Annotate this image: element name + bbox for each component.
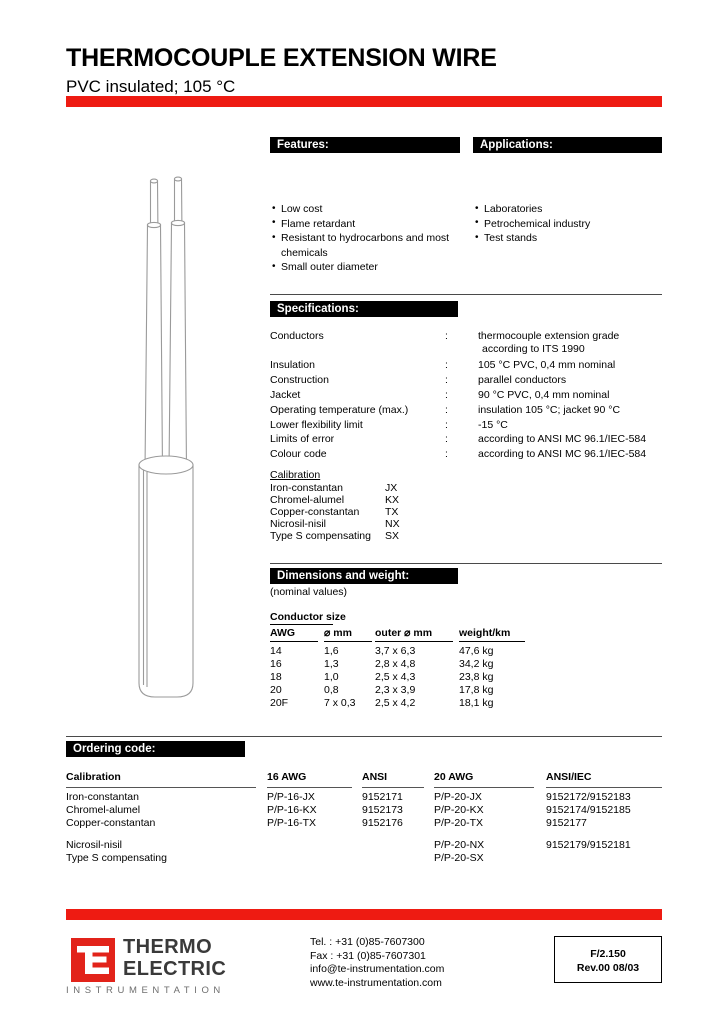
cell-calibration: Iron-constantan <box>66 791 139 803</box>
cell-calibration: Type S compensating <box>66 852 167 864</box>
spec-label: Conductors <box>270 330 324 342</box>
cell-16awg: P/P-16-JX <box>267 791 315 803</box>
cell-ansiiec: 9152172/9152183 <box>546 791 631 803</box>
list-item <box>272 217 457 231</box>
cell-calibration: Copper-constantan <box>66 817 156 829</box>
spec-value: 105 °C PVC, 0,4 mm nominal <box>478 359 616 371</box>
cell-16awg: P/P-16-KX <box>267 804 317 816</box>
dimensions-heading: Dimensions and weight: <box>270 568 458 584</box>
cell-awg: 18 <box>270 671 282 683</box>
spec-separator: : <box>445 448 448 460</box>
spec-separator: : <box>445 359 448 371</box>
cable-illustration <box>120 165 220 715</box>
ordering-column-calibration: Calibration <box>66 771 121 783</box>
document-reference-box <box>554 936 662 983</box>
specifications-heading: Specifications: <box>270 301 458 317</box>
cell-20awg: P/P-20-NX <box>434 839 485 851</box>
cell-awg: 20F <box>270 697 289 709</box>
cell-calibration: Chromel-alumel <box>66 804 141 816</box>
document-revision: Rev.00 08/03 <box>576 962 640 974</box>
cell-diameter: 1,3 <box>324 658 339 670</box>
cell-awg: 14 <box>270 645 282 657</box>
calibration-heading: Calibration <box>270 469 321 481</box>
cell-outer-diameter: 2,8 x 4,8 <box>375 658 416 670</box>
dimensions-column-outer-diameter: outer ⌀ mm <box>375 627 433 639</box>
header-accent-bar <box>66 96 662 107</box>
cell-ansi: 9152173 <box>362 804 403 816</box>
cell-20awg: P/P-20-TX <box>434 817 484 829</box>
spec-value: 90 °C PVC, 0,4 mm nominal <box>478 389 610 401</box>
applications-heading: Applications: <box>473 137 662 153</box>
ordering-header-underline <box>267 787 352 788</box>
cell-awg: 20 <box>270 684 282 696</box>
spec-value: insulation 105 °C; jacket 90 °C <box>478 404 621 416</box>
footer-accent-bar <box>66 909 662 920</box>
dimensions-rule <box>270 563 662 564</box>
cell-ansiiec: 9152177 <box>546 817 587 829</box>
cell-diameter: 1,0 <box>324 671 339 683</box>
dimensions-header-underline <box>324 641 372 642</box>
spec-separator: : <box>445 419 448 431</box>
cell-ansi: 9152171 <box>362 791 403 803</box>
contact-website[interactable]: www.te-instrumentation.com <box>310 976 442 989</box>
document-code: F/2.150 <box>590 948 626 960</box>
contact-block <box>310 936 444 990</box>
cell-20awg: P/P-20-SX <box>434 852 484 864</box>
list-item <box>272 202 457 216</box>
ordering-header-underline <box>66 787 256 788</box>
cell-weight: 34,2 kg <box>459 658 494 670</box>
ordering-heading: Ordering code: <box>66 741 245 757</box>
specifications-rule <box>270 294 662 295</box>
feature-label: Flame retardant <box>281 217 356 230</box>
list-item <box>272 231 457 259</box>
spec-separator: : <box>445 433 448 445</box>
cell-outer-diameter: 2,5 x 4,2 <box>375 697 416 709</box>
spec-label: Insulation <box>270 359 315 371</box>
spec-value: thermocouple extension grade <box>478 330 620 342</box>
applications-list <box>475 202 660 246</box>
spec-separator: : <box>445 389 448 401</box>
cell-outer-diameter: 2,3 x 3,9 <box>375 684 416 696</box>
ordering-column-20awg: 20 AWG <box>434 771 474 783</box>
cell-awg: 16 <box>270 658 282 670</box>
spec-value: -15 °C <box>478 419 508 431</box>
cell-16awg: P/P-16-TX <box>267 817 317 829</box>
spec-value-continued: according to ITS 1990 <box>482 343 585 355</box>
dimensions-header-underline <box>375 641 453 642</box>
cell-ansi: 9152176 <box>362 817 403 829</box>
conductor-size-underline <box>270 624 333 625</box>
spec-separator: : <box>445 404 448 416</box>
contact-fax: Fax : +31 (0)85-7607301 <box>310 949 426 962</box>
dimensions-note: (nominal values) <box>270 586 348 598</box>
application-label: Laboratories <box>484 203 543 215</box>
spec-label: Limits of error <box>270 433 335 445</box>
page-title: THERMOCOUPLE EXTENSION WIRE <box>66 44 497 72</box>
ordering-column-ansi: ANSI <box>362 771 388 783</box>
cell-diameter: 7 x 0,3 <box>324 697 356 709</box>
ordering-header-underline <box>362 787 424 788</box>
te-logo-icon <box>71 938 115 982</box>
spec-label: Operating temperature (max.) <box>270 404 409 416</box>
dimensions-header-underline <box>459 641 525 642</box>
spec-value: parallel conductors <box>478 374 567 386</box>
cell-weight: 23,8 kg <box>459 671 494 683</box>
spec-value: according to ANSI MC 96.1/IEC-584 <box>478 433 647 445</box>
list-item <box>272 260 457 274</box>
calibration-code: TX <box>385 506 399 518</box>
contact-tel: Tel. : +31 (0)85-7607300 <box>310 936 425 948</box>
ordering-header-underline <box>434 787 534 788</box>
application-label: Test stands <box>484 232 538 245</box>
spec-label: Construction <box>270 374 329 386</box>
contact-email[interactable]: info@te-instrumentation.com <box>310 963 445 976</box>
list-item <box>475 231 660 245</box>
features-heading: Features: <box>270 137 460 153</box>
dimensions-column-awg: AWG <box>270 627 296 639</box>
conductor-size-label: Conductor size <box>270 611 346 623</box>
feature-label: Small outer diameter <box>281 261 378 274</box>
dimensions-column-weight: weight/km <box>459 627 511 639</box>
spec-separator: : <box>445 374 448 386</box>
calibration-name: Type S compensating <box>270 530 371 542</box>
calibration-name: Nicrosil-nisil <box>270 518 327 530</box>
dimensions-column-diameter: ⌀ mm <box>324 627 352 639</box>
ordering-column-16awg: 16 AWG <box>267 771 307 783</box>
logo-text-electric: ELECTRIC <box>123 958 227 980</box>
cell-20awg: P/P-20-JX <box>434 791 482 803</box>
calibration-name: Copper-constantan <box>270 506 360 518</box>
calibration-code: KX <box>385 494 400 506</box>
calibration-code: JX <box>385 482 398 494</box>
feature-label: Resistant to hydrocarbons and most chemicals <box>281 232 450 259</box>
spec-value: according to ANSI MC 96.1/IEC-584 <box>478 448 647 460</box>
cell-calibration: Nicrosil-nisil <box>66 839 123 851</box>
calibration-name: Iron-constantan <box>270 482 343 494</box>
features-list <box>272 202 457 275</box>
spec-label: Lower flexibility limit <box>270 419 363 431</box>
spec-label: Jacket <box>270 389 301 401</box>
calibration-code: NX <box>385 518 400 530</box>
application-label: Petrochemical industry <box>484 217 591 230</box>
logo-text-thermo: THERMO <box>123 936 213 958</box>
ordering-rule <box>66 736 662 737</box>
list-item <box>475 217 660 231</box>
cell-weight: 47,6 kg <box>459 645 494 657</box>
cell-diameter: 1,6 <box>324 645 339 657</box>
ordering-column-ansiiec: ANSI/IEC <box>546 771 592 783</box>
cell-diameter: 0,8 <box>324 684 339 696</box>
calibration-name: Chromel-alumel <box>270 494 345 506</box>
cell-outer-diameter: 3,7 x 6,3 <box>375 645 416 657</box>
cell-20awg: P/P-20-KX <box>434 804 484 816</box>
feature-label: Low cost <box>281 203 323 215</box>
cell-weight: 18,1 kg <box>459 697 494 709</box>
list-item <box>475 202 660 216</box>
cell-ansiiec: 9152174/9152185 <box>546 804 631 816</box>
spec-separator: : <box>445 330 448 342</box>
page-subtitle: PVC insulated; 105 °C <box>66 77 236 96</box>
cell-ansiiec: 9152179/9152181 <box>546 839 631 851</box>
logo-tagline: INSTRUMENTATION <box>66 985 225 996</box>
cell-outer-diameter: 2,5 x 4,3 <box>375 671 416 683</box>
ordering-header-underline <box>546 787 662 788</box>
spec-label: Colour code <box>270 448 327 460</box>
cell-weight: 17,8 kg <box>459 684 494 696</box>
dimensions-header-underline <box>270 641 318 642</box>
calibration-code: SX <box>385 530 400 542</box>
